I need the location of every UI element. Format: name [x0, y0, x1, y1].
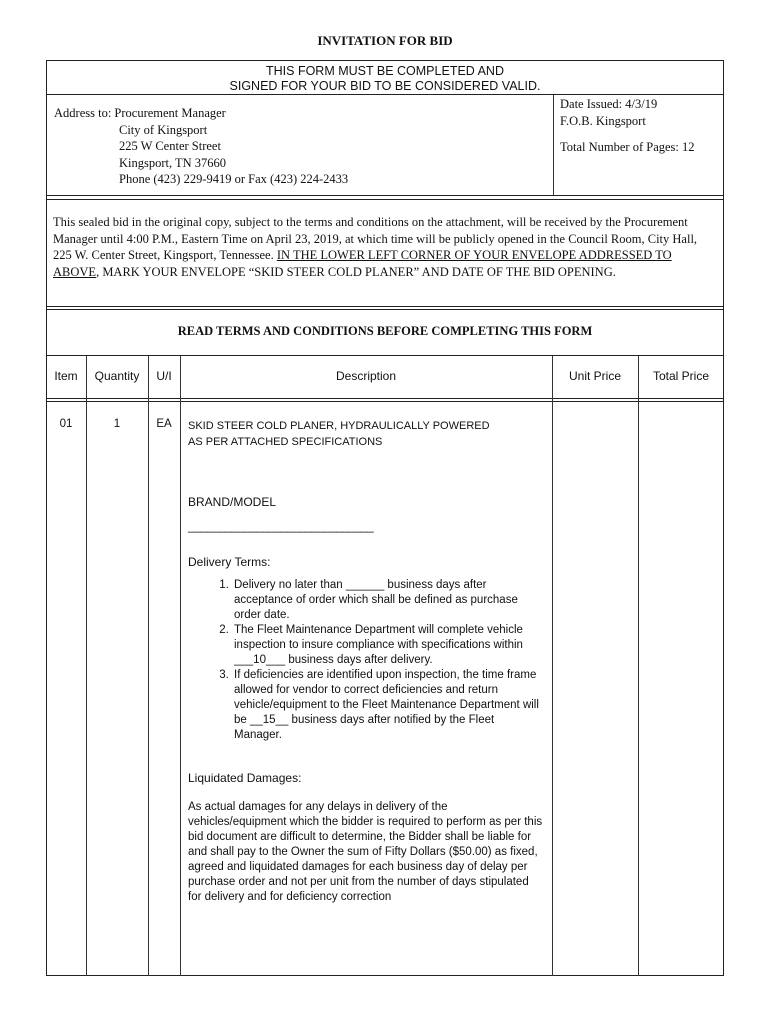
column-divider: [86, 356, 87, 976]
column-divider: [638, 356, 639, 976]
divider: [46, 94, 724, 95]
address-line: Phone (423) 229-9419 or Fax (423) 224-2433: [119, 172, 349, 186]
address-line: 225 W Center Street: [119, 139, 221, 153]
address-line: Address to: Procurement Manager: [54, 106, 226, 120]
bid-instructions-tail: , MARK YOUR ENVELOPE “SKID STEER COLD PLANER” AND DATE OF THE BID OPENING.: [96, 264, 616, 279]
brand-model-label: BRAND/MODEL: [188, 495, 277, 509]
document-title: INVITATION FOR BID: [317, 33, 453, 48]
bid-instructions-text: This sealed bid in the original copy, subject to the terms and conditions on the attachment, will be received by the Procurement Manager until 4:00 P.M., Eastern Time on April 23, 2019, at which time will be publicly opened in the Council Room, City Hall, 225 W. Center Street, Kingsport, Tennessee.: [53, 215, 698, 262]
bid-meta: [560, 96, 695, 156]
date-issued: Date Issued: 4/3/19: [560, 97, 658, 111]
header-item: Item: [54, 369, 78, 383]
divider: [46, 195, 724, 196]
delivery-terms-label: Delivery Terms:: [188, 555, 271, 569]
validity-notice: [46, 64, 724, 94]
header-unit: U/I: [156, 369, 172, 383]
divider: [46, 309, 724, 310]
liquidated-damages-label: Liquidated Damages:: [188, 771, 302, 785]
column-divider: [148, 356, 149, 976]
address-line: Kingsport, TN 37660: [119, 155, 227, 170]
brand-model-field[interactable]: ______________________________: [188, 519, 374, 533]
list-item: 1. Delivery no later than ______ business days after acceptance of order which shall be defined as purchase order date.: [232, 578, 543, 623]
total-pages: Total Number of Pages: 12: [560, 140, 695, 154]
address-block: [54, 105, 348, 188]
liquidated-damages-text: As actual damages for any delays in delivery of the vehicles/equipment which the bidder is required to perform as per this bid document are difficult to determine, the Bidder shall be liable for and shall pay to the Owner the sum of Fifty Dollars ($50.00) as fixed, agreed and liquidated damages for each business day of delay per purchase order and not per unit from the number of days stipulated for delivery and for deficiency correction: [188, 801, 543, 903]
address-line: City of Kingsport: [119, 122, 208, 137]
divider: [46, 306, 724, 307]
notice-line: SIGNED FOR YOUR BID TO BE CONSIDERED VALID.: [229, 79, 541, 93]
row-description: [188, 418, 543, 905]
description-line: AS PER ATTACHED SPECIFICATIONS: [188, 436, 383, 448]
row-item: 01: [59, 418, 73, 430]
description-line: SKID STEER COLD PLANER, HYDRAULICALLY POWERED: [188, 420, 490, 432]
row-quantity: 1: [113, 418, 121, 430]
row-unit: EA: [156, 418, 172, 430]
divider: [46, 199, 724, 200]
envelope-instruction: IN THE LOWER LEFT CORNER OF YOUR ENVELOPE ADDRESSED TO ABOVE: [53, 248, 672, 279]
header-quantity: Quantity: [94, 369, 140, 383]
column-divider: [552, 356, 553, 976]
header-unit-price: Unit Price: [568, 369, 621, 383]
notice-line: THIS FORM MUST BE COMPLETED AND: [266, 64, 504, 78]
bid-instructions: [53, 214, 717, 280]
read-terms-heading: READ TERMS AND CONDITIONS BEFORE COMPLETING THIS FORM: [177, 324, 593, 338]
list-item: 3. If deficiencies are identified upon inspection, the time frame allowed for vendor to correct deficiencies and return vehicle/equipment to the Fleet Maintenance Department will be __15__ business days after notified by the Fleet Manager.: [232, 668, 543, 743]
header-total-price: Total Price: [652, 369, 710, 383]
list-item: 2. The Fleet Maintenance Department will complete vehicle inspection to insure compliance with specifications within ___10___ business days after delivery.: [232, 623, 543, 668]
column-divider: [180, 356, 181, 976]
delivery-terms-list: [188, 578, 543, 743]
fob: F.O.B. Kingsport: [560, 113, 646, 128]
header-description: Description: [335, 369, 397, 383]
divider: [553, 95, 554, 195]
